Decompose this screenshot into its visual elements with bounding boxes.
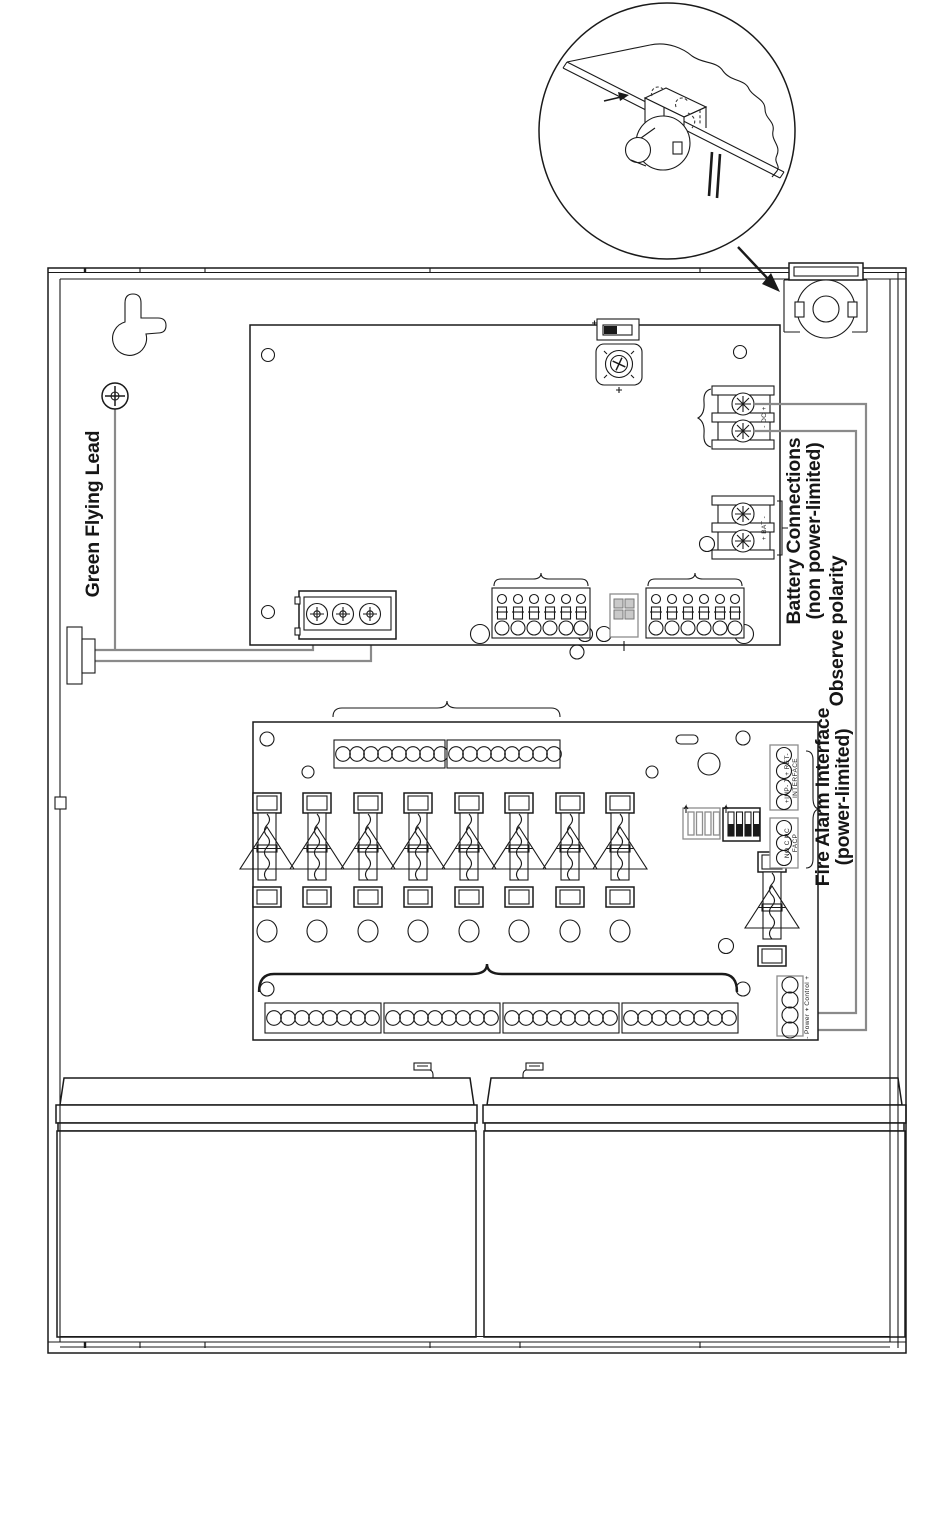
dip-switch-right xyxy=(723,806,760,841)
interface-name-label: INTERFACE xyxy=(792,757,799,799)
fire-alarm-interface-label-2: (power-limited) xyxy=(832,728,854,866)
left-edge-connector xyxy=(67,627,95,684)
battery-terminal-tab xyxy=(523,1063,543,1078)
dip-switch-left xyxy=(683,806,720,839)
transformer-mount xyxy=(784,263,867,338)
battery-right xyxy=(483,1063,906,1337)
power-terminal-label: - Power + xyxy=(804,1007,811,1039)
slide-switch xyxy=(592,319,639,340)
control-terminal-label: - Control + xyxy=(804,975,811,1011)
detail-inset xyxy=(539,3,795,292)
wall-notch xyxy=(55,797,66,809)
observe-polarity-label: Observe polarity xyxy=(826,555,848,707)
green-flying-lead-label: Green Flying Lead xyxy=(82,430,104,598)
battery-connections-label-1: Battery Connections xyxy=(783,437,805,625)
fire-alarm-interface-label-1: Fire Alarm Interface xyxy=(812,707,834,887)
bat-terminal-label: + BAT - xyxy=(761,515,768,541)
ac-terminal-block xyxy=(295,591,396,639)
keyhole-slot xyxy=(113,294,166,355)
facp-terminals-label: NO C NC xyxy=(784,827,791,859)
dc-terminal-label: - DC + xyxy=(761,406,768,428)
power-supply-board xyxy=(250,319,788,659)
battery-connections-label-2: (non power-limited) xyxy=(803,442,825,620)
interface-terminals-label: +INP- T + RET- xyxy=(784,752,791,804)
pointer-arrow xyxy=(738,247,780,292)
ground-screw xyxy=(102,383,128,409)
facp-name-label: FACP xyxy=(792,833,799,853)
power-control-connector xyxy=(777,976,803,1038)
battery-left xyxy=(56,1063,477,1337)
battery-terminal-tab xyxy=(414,1063,433,1078)
fire-alarm-interface-board xyxy=(240,701,820,1040)
